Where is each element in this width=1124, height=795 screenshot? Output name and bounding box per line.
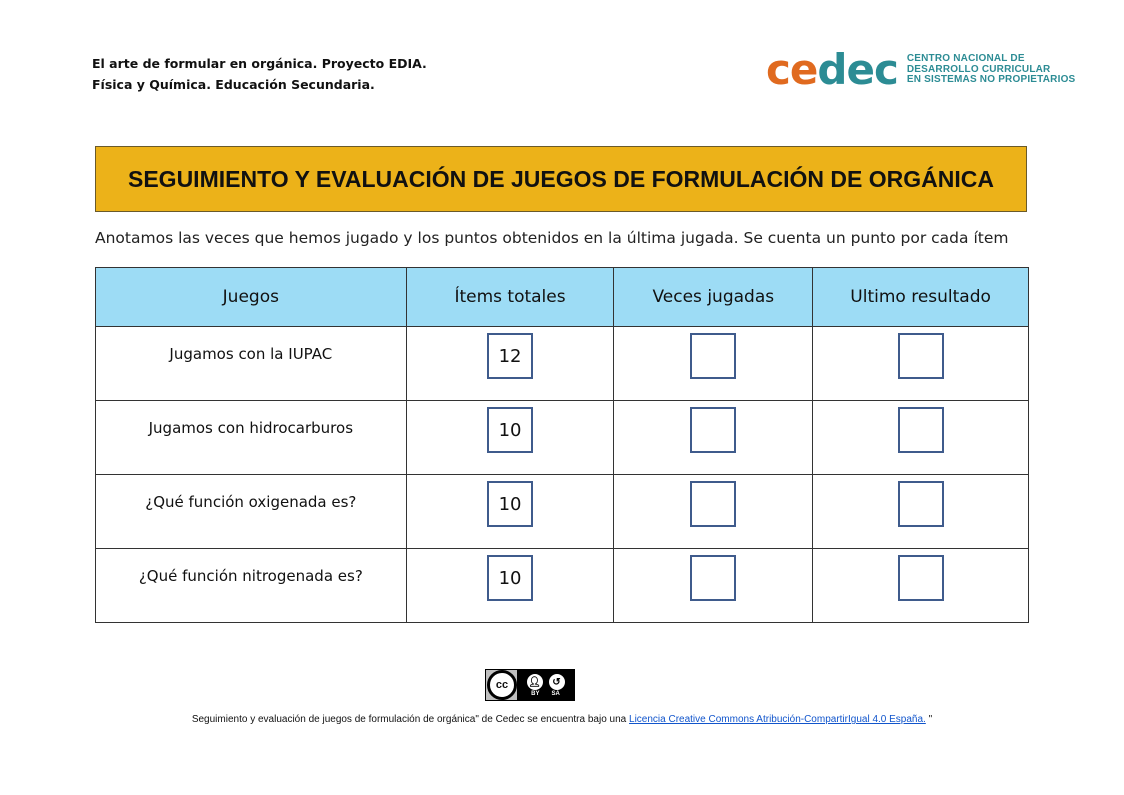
times-cell	[614, 549, 813, 623]
game-name: ¿Qué función nitrogenada es?	[138, 567, 363, 585]
times-played-input[interactable]	[690, 333, 736, 379]
tracking-table	[95, 267, 1029, 623]
game-name: Jugamos con hidrocarburos	[148, 419, 354, 437]
times-played-input[interactable]	[690, 481, 736, 527]
intro-text: Anotamos las veces que hemos jugado y los puntos obtenidos en la última jugada. Se cuenta un punto por cada ítem	[95, 229, 1009, 247]
total-items-box: 10	[487, 481, 533, 527]
cc-license-badge[interactable]	[485, 669, 575, 701]
attribution-person-icon: 👤︎	[527, 674, 543, 690]
last-result-input[interactable]	[898, 555, 944, 601]
page-title: SEGUIMIENTO Y EVALUACIÓN DE JUEGOS DE FORMULACIÓN DE ORGÁNICA	[95, 146, 1027, 212]
times-cell	[614, 401, 813, 475]
result-cell	[813, 549, 1029, 623]
game-cell	[96, 327, 407, 401]
result-cell	[813, 401, 1029, 475]
license-link[interactable]: Licencia Creative Commons Atribución-CompartirIgual 4.0 España.	[629, 714, 926, 725]
share-alike-icon: ↺	[549, 674, 565, 690]
cedec-logo-subtitle: CENTRO NACIONAL DE DESARROLLO CURRICULAR EN SISTEMAS NO PROPIETARIOS	[906, 53, 1076, 86]
column-header-times-played: Veces jugadas	[614, 268, 813, 327]
game-name: Jugamos con la IUPAC	[169, 345, 333, 363]
times-cell	[614, 475, 813, 549]
items-cell	[406, 327, 614, 401]
column-header-games: Juegos	[96, 268, 407, 327]
table-row	[96, 401, 1029, 475]
game-cell	[96, 401, 407, 475]
badge-sa-label: SA	[551, 691, 560, 697]
total-items-box: 10	[487, 407, 533, 453]
badge-attributes	[517, 670, 574, 700]
game-cell	[96, 549, 407, 623]
column-header-total-items: Ítems totales	[406, 268, 614, 327]
document-header	[92, 53, 427, 95]
game-name: ¿Qué función oxigenada es?	[145, 493, 357, 511]
table-row	[96, 549, 1029, 623]
cedec-logo-word: cedec	[766, 45, 898, 94]
column-header-last-result: Ultimo resultado	[813, 268, 1029, 327]
last-result-input[interactable]	[898, 407, 944, 453]
result-cell	[813, 327, 1029, 401]
game-cell	[96, 475, 407, 549]
header-line-subject: Física y Química. Educación Secundaria.	[92, 77, 375, 92]
total-items-box: 12	[487, 333, 533, 379]
table-row	[96, 475, 1029, 549]
badge-by-label: BY	[531, 691, 540, 697]
last-result-input[interactable]	[898, 481, 944, 527]
license-statement: Seguimiento y evaluación de juegos de formulación de orgánica" de Cedec se encuentra bajo una Licencia Creative Commons Atribución-CompartirIgual 4.0 España. "	[191, 714, 933, 725]
items-cell	[406, 401, 614, 475]
times-played-input[interactable]	[690, 407, 736, 453]
table-header-row	[96, 268, 1029, 327]
result-cell	[813, 475, 1029, 549]
creative-commons-icon: cc	[487, 670, 517, 700]
times-played-input[interactable]	[690, 555, 736, 601]
items-cell	[406, 475, 614, 549]
cedec-logo	[766, 45, 1076, 94]
table-row	[96, 327, 1029, 401]
total-items-box: 10	[487, 555, 533, 601]
items-cell	[406, 549, 614, 623]
last-result-input[interactable]	[898, 333, 944, 379]
header-line-project: El arte de formular en orgánica. Proyecto EDIA.	[92, 56, 427, 71]
times-cell	[614, 327, 813, 401]
